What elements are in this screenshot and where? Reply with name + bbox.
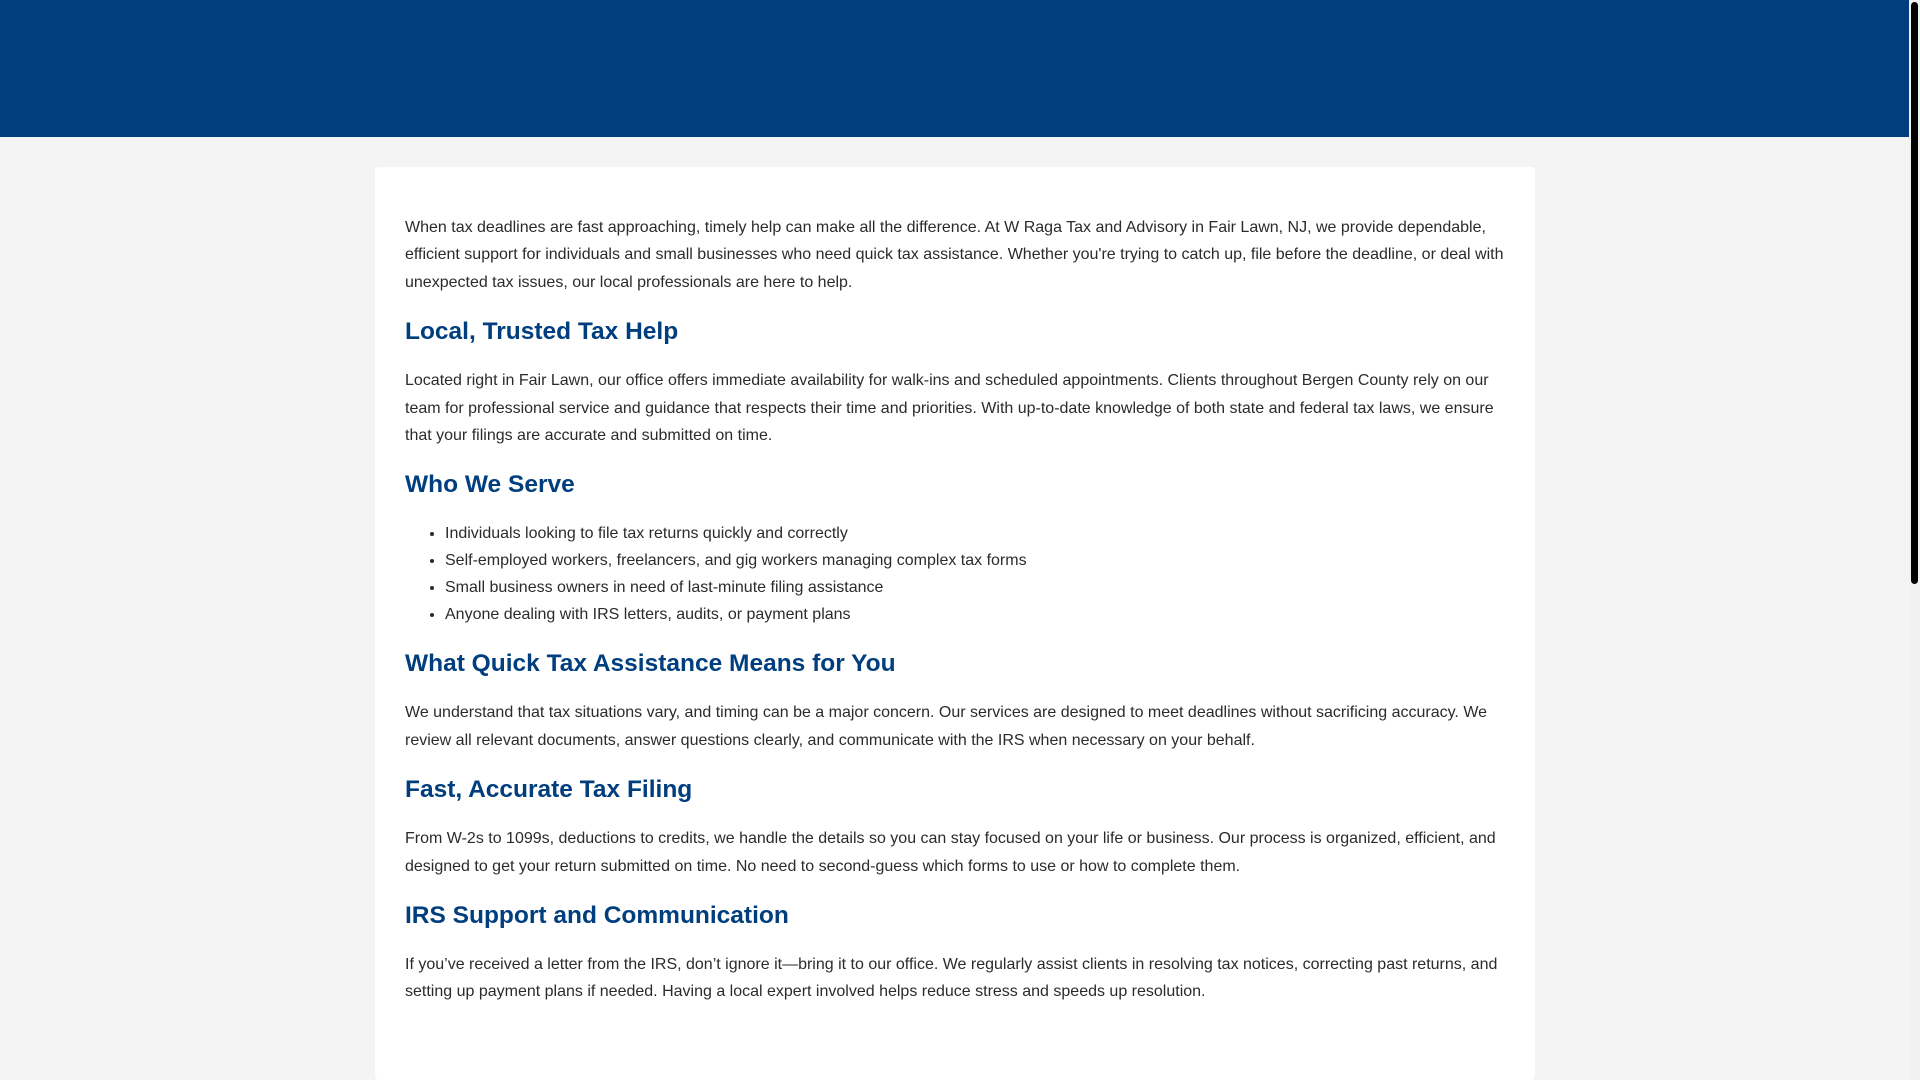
heading-quick-tax-assistance: What Quick Tax Assistance Means for You — [405, 650, 896, 678]
list-item: • Individuals looking to file tax returns quickly and correctly — [445, 520, 1505, 547]
list-item: • Anyone dealing with IRS letters, audits, or payment plans — [445, 601, 1505, 628]
scrollbar-thumb[interactable] — [1911, 2, 1918, 584]
list-item: • Self-employed workers, freelancers, and gig workers managing complex tax forms — [445, 547, 1505, 574]
vertical-scrollbar[interactable] — [1909, 0, 1920, 1080]
paragraph-quick-tax-assistance: We understand that tax situations vary, and timing can be a major concern. Our services are designed to meet deadlines without sacrificing accuracy. We review all relevant documents, answer questions clearly, and communicate with the IRS when necessary on your behalf. — [405, 704, 1488, 749]
list-item: • Small business owners in need of last-minute filing assistance — [445, 574, 1505, 601]
intro-paragraph: When tax deadlines are fast approaching, timely help can make all the difference. At W Raga Tax and Advisory in Fair Lawn, NJ, we provide dependable, efficient support for individuals and small businesses who need quick tax assistance. Whether you're trying to catch up, file before the deadline, or deal with unexpected tax issues, our local professionals are here to help. — [405, 219, 1504, 291]
heading-fast-accurate-filing: Fast, Accurate Tax Filing — [405, 776, 693, 804]
content-card — [375, 167, 1535, 1080]
heading-local-trusted-tax-help: Local, Trusted Tax Help — [405, 318, 679, 346]
site-header-band — [0, 0, 1909, 137]
heading-irs-support: IRS Support and Communication — [405, 902, 789, 930]
paragraph-local-trusted-tax-help: Located right in Fair Lawn, our office offers immediate availability for walk-ins and scheduled appointments. Clients throughout Bergen County rely on our team for professional service and guidance that respects their time and priorities. With up-to-date knowledge of both state and federal tax laws, we ensure that your filings are accurate and submitted on time. — [405, 372, 1494, 445]
paragraph-irs-support: If you’ve received a letter from the IRS, don’t ignore it—bring it to our office. We regularly assist clients in resolving tax notices, correcting past returns, and setting up payment plans if needed. Having a local expert involved helps reduce stress and speeds up resolution. — [405, 956, 1498, 1001]
paragraph-fast-accurate-filing: From W-2s to 1099s, deductions to credits, we handle the details so you can stay focused on your life or business. Our process is organized, efficient, and designed to get your return submitted on time. No need to second-guess which forms to use or how to complete them. — [405, 830, 1496, 875]
who-we-serve-list — [405, 520, 1505, 628]
heading-who-we-serve: Who We Serve — [405, 471, 575, 499]
